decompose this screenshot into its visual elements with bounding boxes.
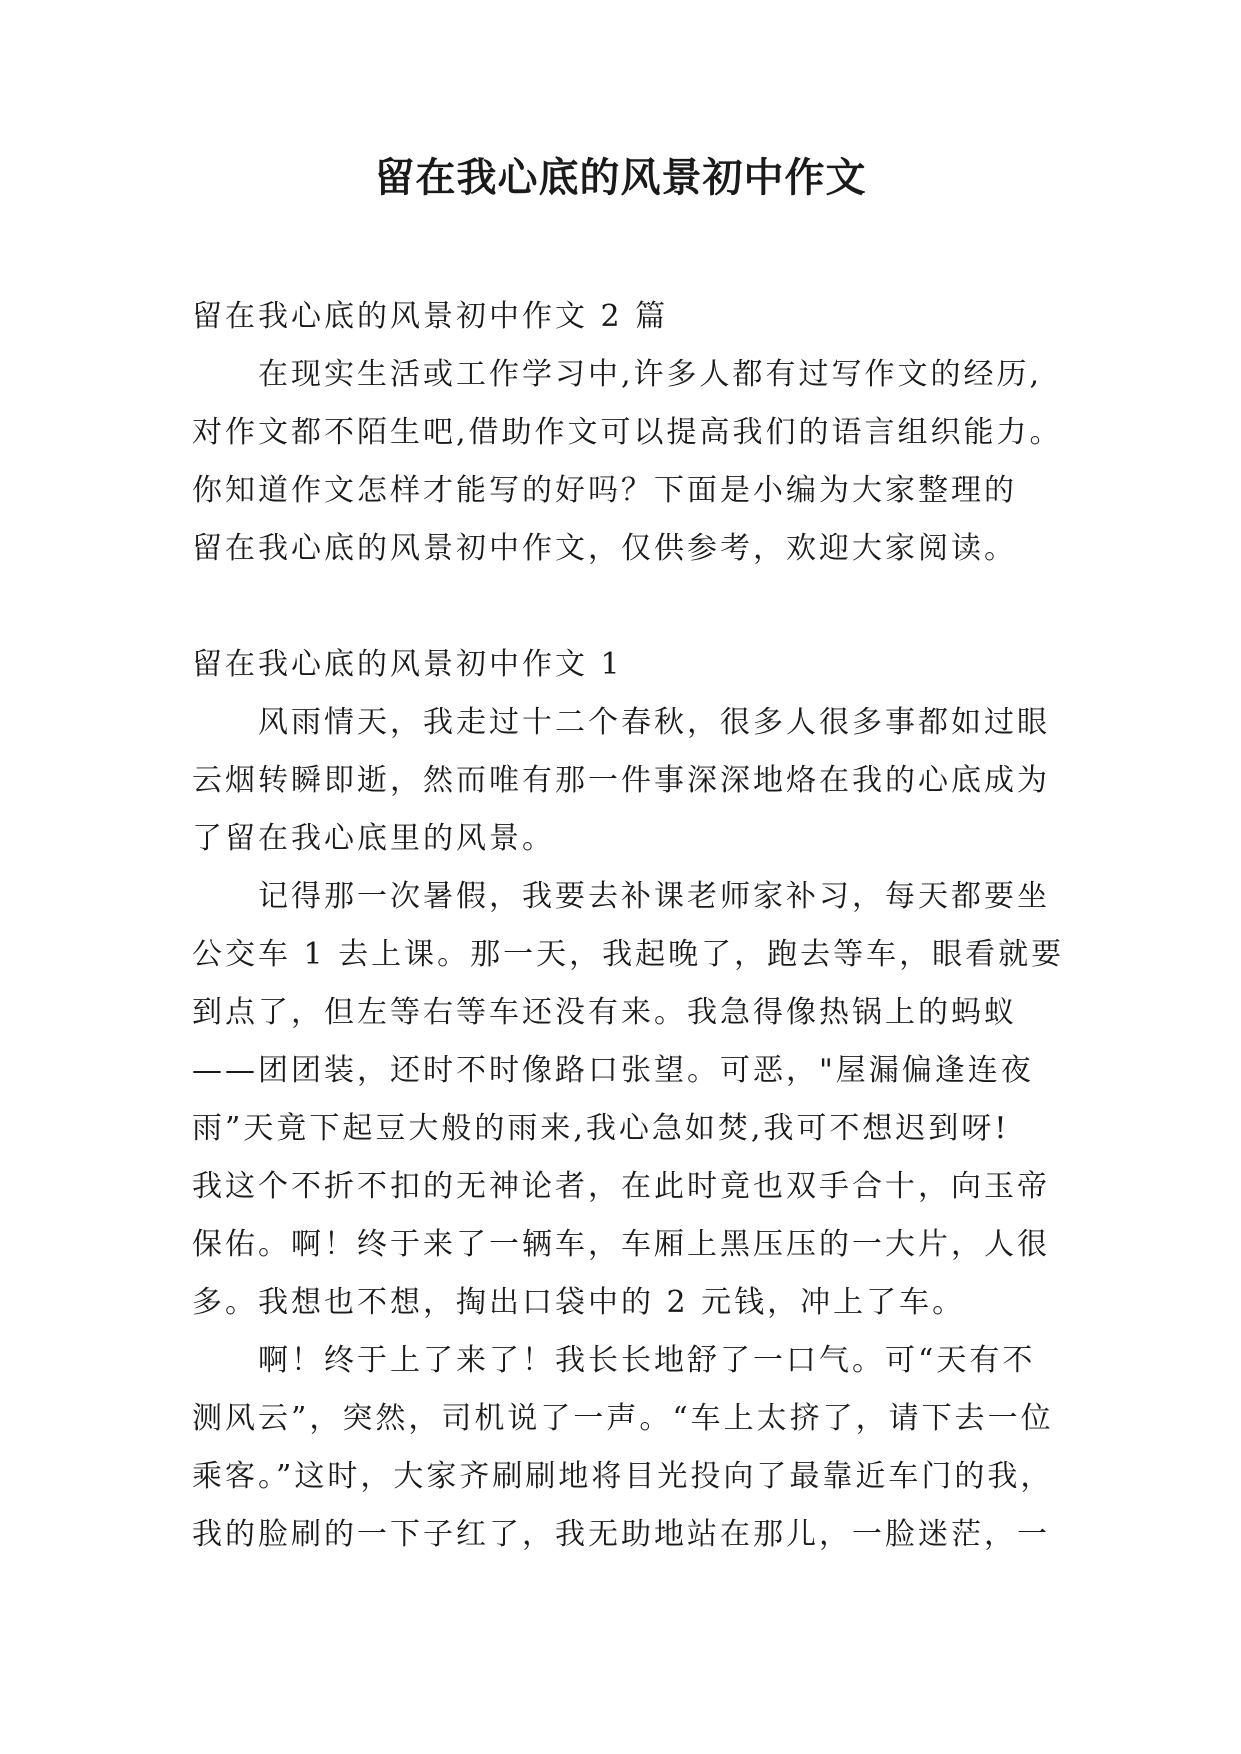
page-title: 留在我心底的风景初中作文 xyxy=(374,154,867,201)
paragraph-line: ——团团装，还时不时像路口张望。可恶，"屋漏偏逢连夜 xyxy=(192,1053,1034,1088)
paragraph-line: 雨”天竟下起豆大般的雨来,我心急如焚,我可不想迟到呀! xyxy=(192,1111,1010,1146)
paragraph-line: 了留在我心底里的风景。 xyxy=(192,821,555,856)
paragraph-line: 在现实生活或工作学习中,许多人都有过写作文的经历, xyxy=(258,357,1043,392)
paragraph-line: 你知道作文怎样才能写的好吗？下面是小编为大家整理的 xyxy=(192,473,1017,508)
paragraph-line: 乘客。”这时，大家齐刷刷地将目光投向了最靠近车门的我， xyxy=(192,1459,1054,1494)
paragraph-line: 记得那一次暑假，我要去补课老师家补习，每天都要坐 xyxy=(258,879,1050,914)
paragraph-line: 云烟转瞬即逝，然而唯有那一件事深深地烙在我的心底成为 xyxy=(192,763,1050,798)
paragraph-line: 多。我想也不想，掏出口袋中的 2 元钱，冲上了车。 xyxy=(192,1285,966,1320)
paragraph-line: 啊！终于上了来了！我长长地舒了一口气。可“天有不 xyxy=(258,1343,1036,1378)
paragraph-line: 我这个不折不扣的无神论者，在此时竟也双手合十，向玉帝 xyxy=(192,1169,1050,1204)
section-heading: 留在我心底的风景初中作文 1 xyxy=(192,647,623,682)
paragraph-line: 测风云”，突然，司机说了一声。“车上太挤了，请下去一位 xyxy=(192,1401,1054,1436)
paragraph-gap xyxy=(192,578,1062,636)
paragraph-line: 留在我心底的风景初中作文，仅供参考，欢迎大家阅读。 xyxy=(192,531,1017,566)
paragraph-line: 公交车 1 去上课。那一天，我起晚了，跑去等车，眼看就要 xyxy=(192,937,1065,972)
paragraph-line: 保佑。啊！终于来了一辆车，车厢上黑压压的一大片，人很 xyxy=(192,1227,1050,1262)
document-body xyxy=(192,288,1065,1564)
paragraph-line: 对作文都不陌生吧,借助作文可以提高我们的语言组织能力。 xyxy=(192,415,1063,450)
paragraph-line: 风雨情天，我走过十二个春秋，很多人很多事都如过眼 xyxy=(258,705,1050,740)
subtitle: 留在我心底的风景初中作文 2 篇 xyxy=(192,299,669,334)
paragraph-line: 我的脸刷的一下子红了，我无助地站在那儿，一脸迷茫，一 xyxy=(192,1517,1050,1552)
paragraph-line: 到点了，但左等右等车还没有来。我急得像热锅上的蚂蚁 xyxy=(192,995,1017,1030)
